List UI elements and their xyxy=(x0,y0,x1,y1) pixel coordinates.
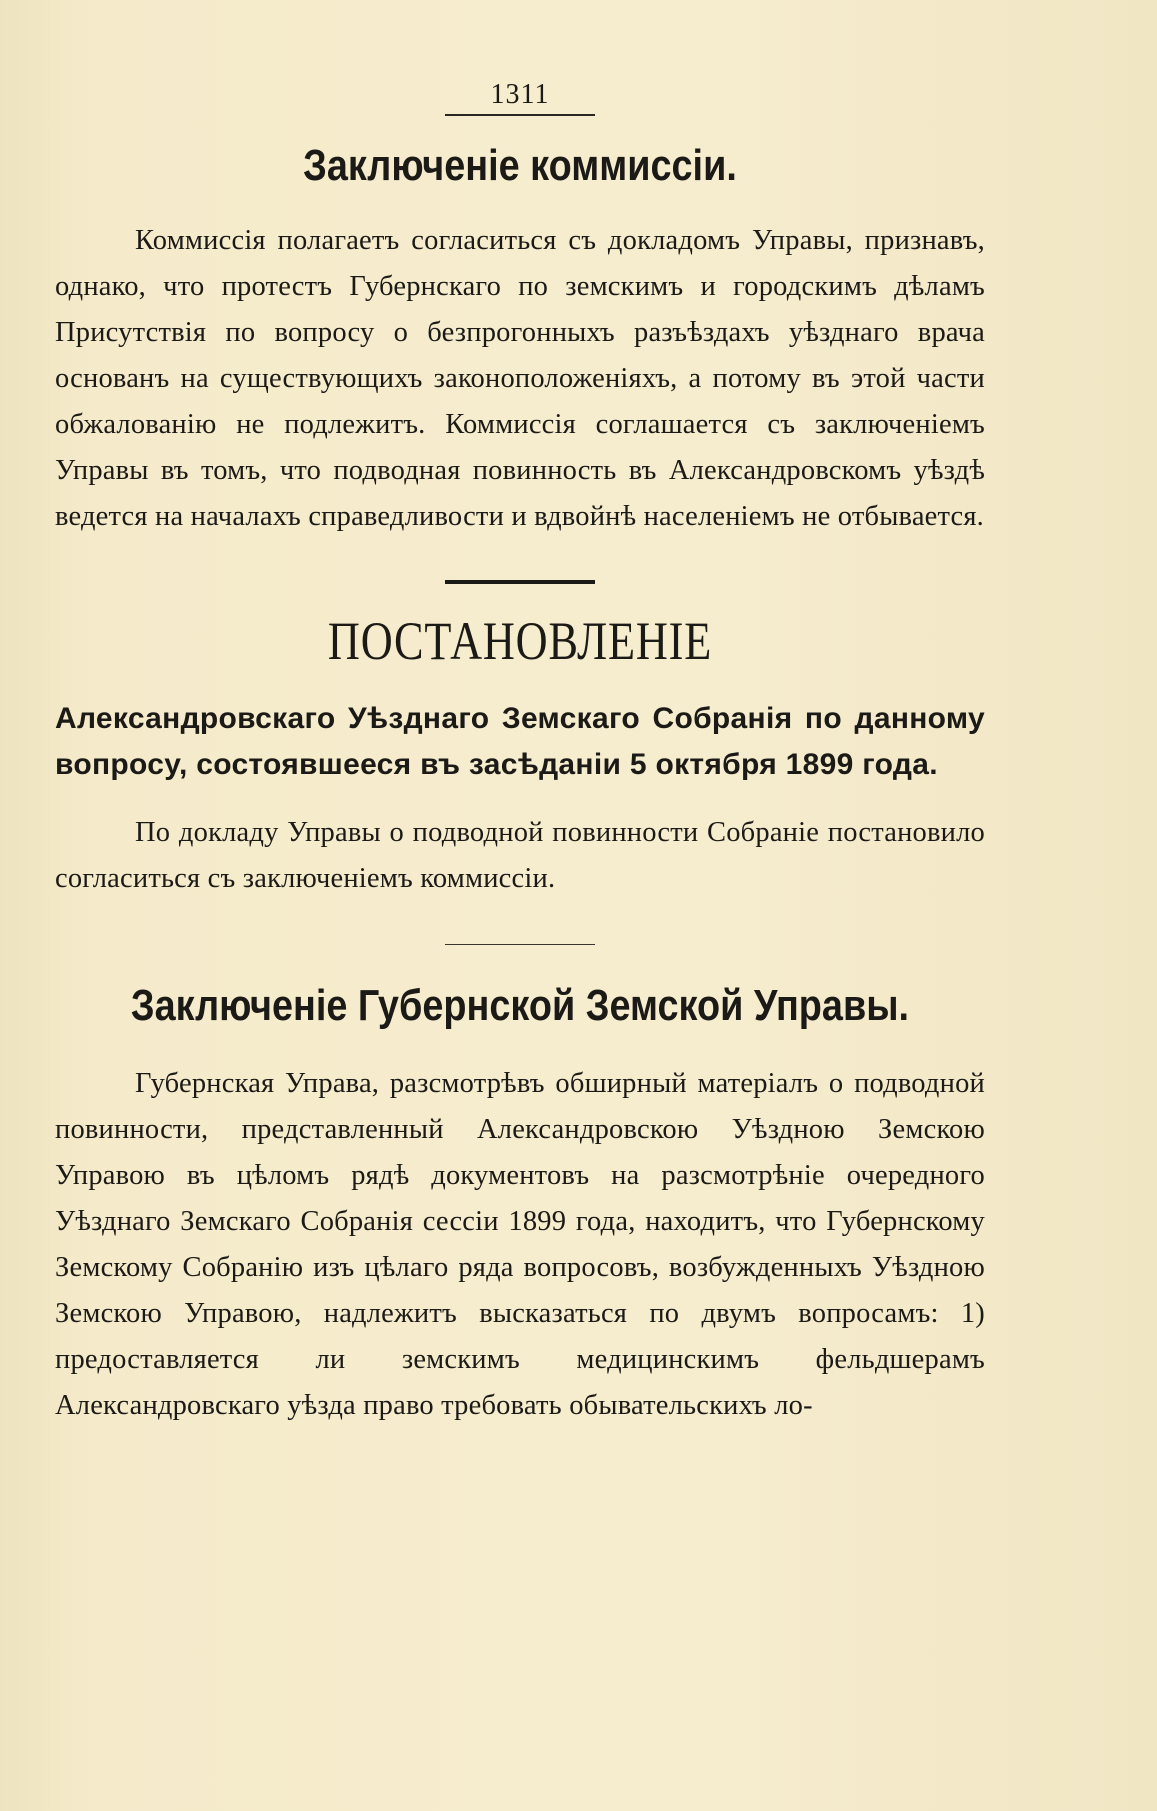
page-number: 1311 xyxy=(490,79,550,110)
page-number-underline xyxy=(445,114,595,116)
resolution-subtitle: Александровскаго Уѣзднаго Земскаго Собранiя по данному вопросу, состоявшееся въ засѣданiи 5 октября 1899 года. xyxy=(55,702,985,781)
section-divider-thin xyxy=(445,944,595,945)
commission-conclusion-paragraph: Коммиссiя полагаетъ согласиться съ докладомъ Управы, признавъ, однако, что протестъ Губернскаго по земскимъ и городскимъ дѣламъ Присутствiя по вопросу о безпрогонныхъ разъѣздахъ уѣзднаго врача основанъ на существующихъ законоположенiяхъ, а потому въ этой части обжалованiю не подлежитъ. Коммиссiя соглашается съ заключенiемъ Управы въ томъ, что подводная повинность въ Александровскомъ уѣздѣ ведется на началахъ справедливости и вдвойнѣ населенiемъ не отбывается. xyxy=(55,225,985,532)
provincial-board-conclusion-paragraph: Губернская Управа, разсмотрѣвъ обширный матерiалъ о подводной повинности, представленный Александровскою Уѣздною Земскою Управою въ цѣломъ рядѣ документовъ на разсмотрѣнiе очередного Уѣзднаго Земскаго Собранiя сессiи 1899 года, находитъ, что Губернскому Земскому Собранiю изъ цѣлаго ряда вопросовъ, возбужденныхъ Уѣздною Земскою Управою, надлежитъ высказаться по двумъ вопросамъ: 1) предоставляется ли земскимъ медицинскимъ фельдшерамъ Александровскаго уѣзда право требовать обывательскихъ ло- xyxy=(55,1068,985,1421)
page-content xyxy=(55,80,985,1429)
resolution-paragraph: По докладу Управы о подводной повинности Собранiе постановило согласиться съ заключенiемъ коммиссiи. xyxy=(55,817,985,894)
commission-conclusion-heading: Заключенiе коммиссiи. xyxy=(303,141,737,190)
section-divider xyxy=(445,580,595,584)
provincial-board-conclusion-heading: Заключенiе Губернской Земской Управы. xyxy=(130,981,910,1030)
resolution-title: ПОСТАНОВЛЕНIЕ xyxy=(327,611,713,671)
